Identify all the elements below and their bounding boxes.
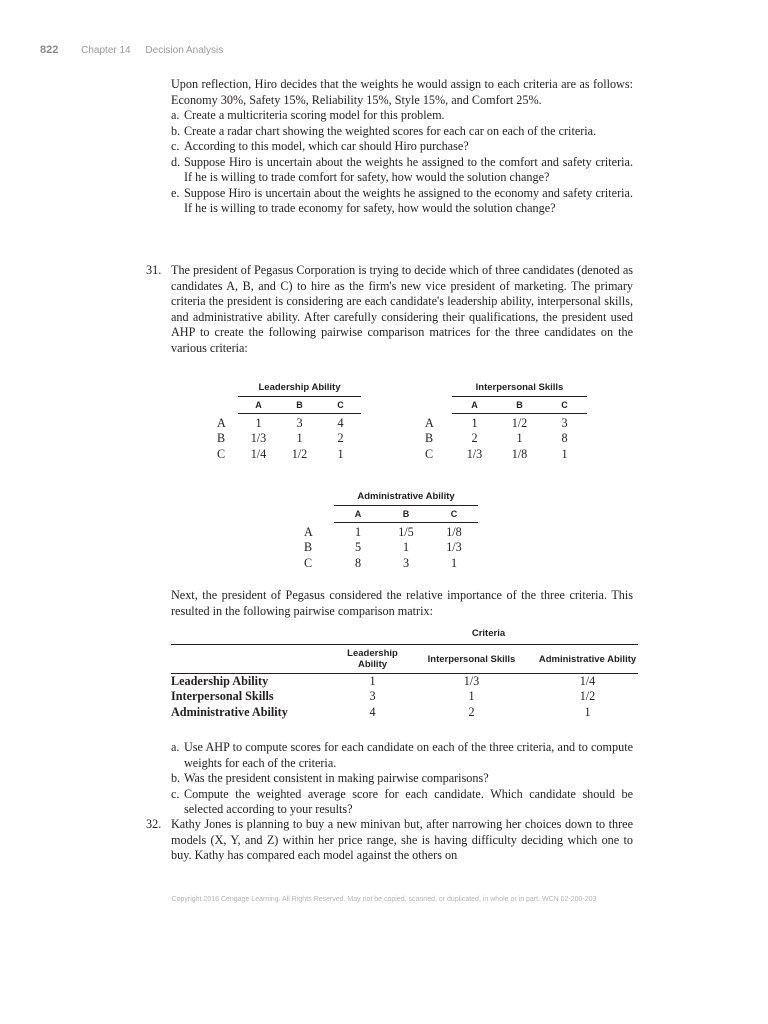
table-row: Leadership Ability 1 1/3 1/4 xyxy=(171,674,596,688)
column-header: B xyxy=(279,397,320,414)
column-header: B xyxy=(497,397,542,414)
page-number: 822 xyxy=(40,44,59,56)
problem-31 xyxy=(146,263,633,356)
list-item: c. According to this model, which car should Hiro purchase? xyxy=(171,139,469,153)
column-header: A xyxy=(334,506,382,523)
leadership-matrix xyxy=(217,382,361,462)
table-row: B 2 1 8 xyxy=(425,431,568,446)
table-row: B 1/3 1 2 xyxy=(217,431,344,446)
intro-paragraph: Upon reflection, Hiro decides that the weights he would assign to each criteria are as follows: Economy 30%, Safety 15%, Reliability 15%, Style 15%, and Comfort 25%. xyxy=(171,77,633,107)
list-item: b. Was the president consistent in making pairwise comparisons? xyxy=(171,771,489,785)
column-header: C xyxy=(320,397,361,414)
matrix-title: Leadership Ability xyxy=(258,382,341,393)
table-row: A 1 3 4 xyxy=(217,415,344,430)
column-header: Interpersonal Skills xyxy=(406,645,537,674)
chapter-label: Chapter 14 xyxy=(81,45,131,56)
table-row: C 1/3 1/8 1 xyxy=(425,446,568,461)
problem30-continuation xyxy=(171,77,633,217)
list-item: d. Suppose Hiro is uncertain about the weights he assigned to the comfort and safety criteria. If he is willing to trade comfort for safety, how would the solution change? xyxy=(171,154,633,184)
problem-32 xyxy=(146,817,633,864)
table-row: B 5 1 1/3 xyxy=(304,540,462,555)
column-header: Leadership Ability xyxy=(339,645,406,674)
column-header: A xyxy=(238,397,279,414)
paragraph: Next, the president of Pegasus considered the relative importance of the three criteria. This resulted in the following pairwise comparison matrix: xyxy=(171,588,633,618)
running-head xyxy=(40,44,223,56)
column-header: Administrative Ability xyxy=(537,645,638,674)
list-item: a. Create a multicriteria scoring model for this problem. xyxy=(171,108,445,122)
criteria-title: Criteria xyxy=(339,628,638,645)
column-header: A xyxy=(452,397,497,414)
problem31-subitems xyxy=(171,740,633,818)
list-item: b. Create a radar chart showing the weighted scores for each car on each of the criteria. xyxy=(171,123,597,138)
problem-number: 31. xyxy=(146,263,162,277)
administrative-matrix xyxy=(304,491,478,571)
problem-text: Kathy Jones is planning to buy a new minivan but, after narrowing her choices down to three models (X, Y, and Z) within her price range, she is having difficulty deciding which one to buy. Kathy has compared each model against the others on xyxy=(171,817,633,862)
column-header: C xyxy=(542,397,587,414)
copyright-notice: Copyright 2018 Cengage Learning. All Rights Reserved. May not be copied, scanned, or duplicated, in whole or in part. WCN 02-200-203 xyxy=(171,896,597,903)
table-row: Interpersonal Skills 3 1 1/2 xyxy=(171,689,596,704)
criteria-matrix xyxy=(171,628,638,720)
interpersonal-matrix xyxy=(425,382,587,462)
table-row: Administrative Ability 4 2 1 xyxy=(171,704,591,719)
list-item: a. Use AHP to compute scores for each candidate on each of the three criteria, and to compute weights for each of the criteria. xyxy=(171,740,633,770)
matrix-title: Administrative Ability xyxy=(357,491,455,502)
table-row: A 1 1/5 1/8 xyxy=(304,524,462,539)
problem-number: 32. xyxy=(146,817,162,831)
table-row: C 8 3 1 xyxy=(304,555,458,570)
table-row: A 1 1/2 3 xyxy=(425,415,568,430)
list-item: e. Suppose Hiro is uncertain about the weights he assigned to the economy and safety criteria. If he is willing to trade economy for safety, how would the solution change? xyxy=(171,185,633,215)
problem-text: The president of Pegasus Corporation is trying to decide which of three candidates (denoted as candidates A, B, and C) to hire as the firm's new vice president of marketing. The primary criteria the president is considering are each candidate's leadership ability, interpersonal skills, and administrative ability. After carefully considering their qualifications, the president used AHP to create the following pairwise comparison matrices for the three candidates on the various criteria: xyxy=(171,263,633,355)
column-header: B xyxy=(382,506,430,523)
intro-subitems xyxy=(171,108,633,217)
criteria-intro xyxy=(171,588,633,619)
section-label: Decision Analysis xyxy=(145,45,224,56)
list-item: c. Compute the weighted average score for each candidate. Which candidate should be selected according to your results? xyxy=(171,786,633,816)
table-row: C 1/4 1/2 1 xyxy=(217,446,344,461)
matrix-title: Interpersonal Skills xyxy=(475,382,564,393)
column-header: C xyxy=(430,506,478,523)
